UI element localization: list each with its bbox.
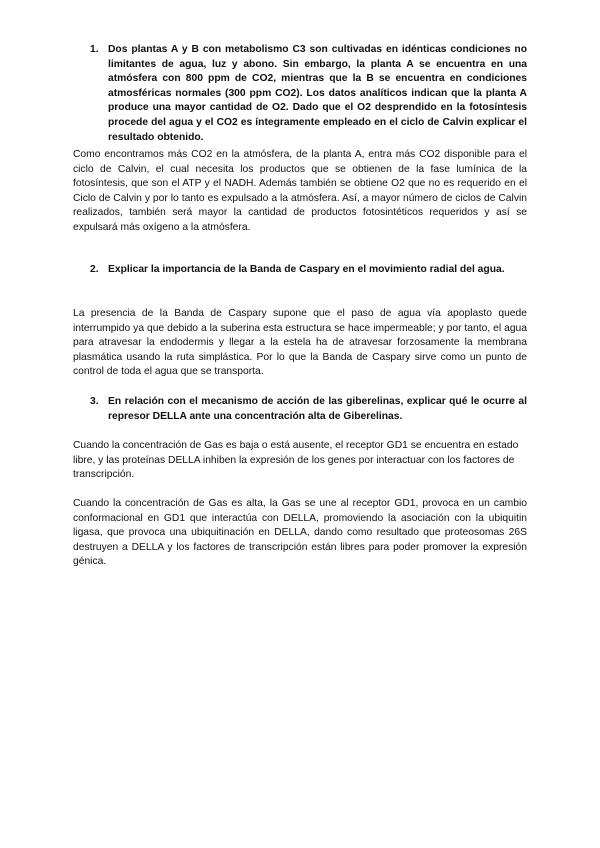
question-3-number: 3. bbox=[90, 396, 99, 407]
answer-3a: Cuando la concentración de Gas es baja o está ausente, el receptor GD1 se encuentra en estado libre, y las proteínas DELLA inhiben la expresión de los genes por interactuar con los factores de transcripción. bbox=[73, 440, 519, 481]
answer-2: La presencia de la Banda de Caspary supone que el paso de agua vía apoplasto quede interrumpido ya que debido a la suberina esta estructura se hace impermeable; y por tanto, el agua para atravesar la endodermis y llegar a la estela ha de atravesar forzosamente la membrana plasmática usando la ruta simplástica. Por lo que la Banda de Caspary sirve como un punto de control de toda el agua que se transporta. bbox=[73, 308, 527, 378]
question-2 bbox=[90, 263, 527, 278]
answer-3b: Cuando la concentración de Gas es alta, la Gas se une al receptor GD1, provoca en un cambio conformacional en GD1 que interactúa con DELLA, promoviendo la asociación con la ubiquitin ligasa, que provoca una ubiquitinación en DELLA, dando como resultado que proteosomas 26S destruyen a DELLA y los factores de transcripción están libres para poder promover la expresión génica. bbox=[73, 498, 527, 568]
question-2-number: 2. bbox=[90, 264, 99, 275]
question-3 bbox=[90, 395, 527, 424]
answer-1: Como encontramos más CO2 en la atmósfera, de la planta A, entra más CO2 disponible para el ciclo de Calvin, el cual necesita los productos que se obtienen de la fase lumínica de la fotosíntesis, que son el ATP y el NADH. Además también se obtiene O2 que no es requerido en el Ciclo de Calvin y por lo tanto es expulsado a la atmósfera. Así, a mayor número de ciclos de Calvin realizados, también será mayor la cantidad de productos fotosintéticos requeridos y así se expulsará más oxígeno a la atmósfera. bbox=[73, 149, 527, 233]
question-1-number: 1. bbox=[90, 44, 99, 55]
question-1-text: Dos plantas A y B con metabolismo C3 son cultivadas en idénticas condiciones no limitantes de agua, luz y abono. Sin embargo, la planta A se encuentra en una atmósfera con 800 ppm de CO2, mientras que la B se encuentra en condiciones atmosféricas normales (300 ppm CO2). Los datos analíticos indican que la planta A produce una mayor cantidad de O2. Dado que el O2 desprendido en la fotosíntesis procede del agua y el CO2 es íntegramente empleado en el ciclo de Calvin explicar el resultado obtenido. bbox=[108, 44, 527, 143]
question-3-text: En relación con el mecanismo de acción de las giberelinas, explicar qué le ocurre al represor DELLA ante una concentración alta de Giberelinas. bbox=[108, 396, 527, 422]
question-2-text: Explicar la importancia de la Banda de Caspary en el movimiento radial del agua. bbox=[108, 264, 505, 275]
question-1 bbox=[90, 43, 527, 145]
